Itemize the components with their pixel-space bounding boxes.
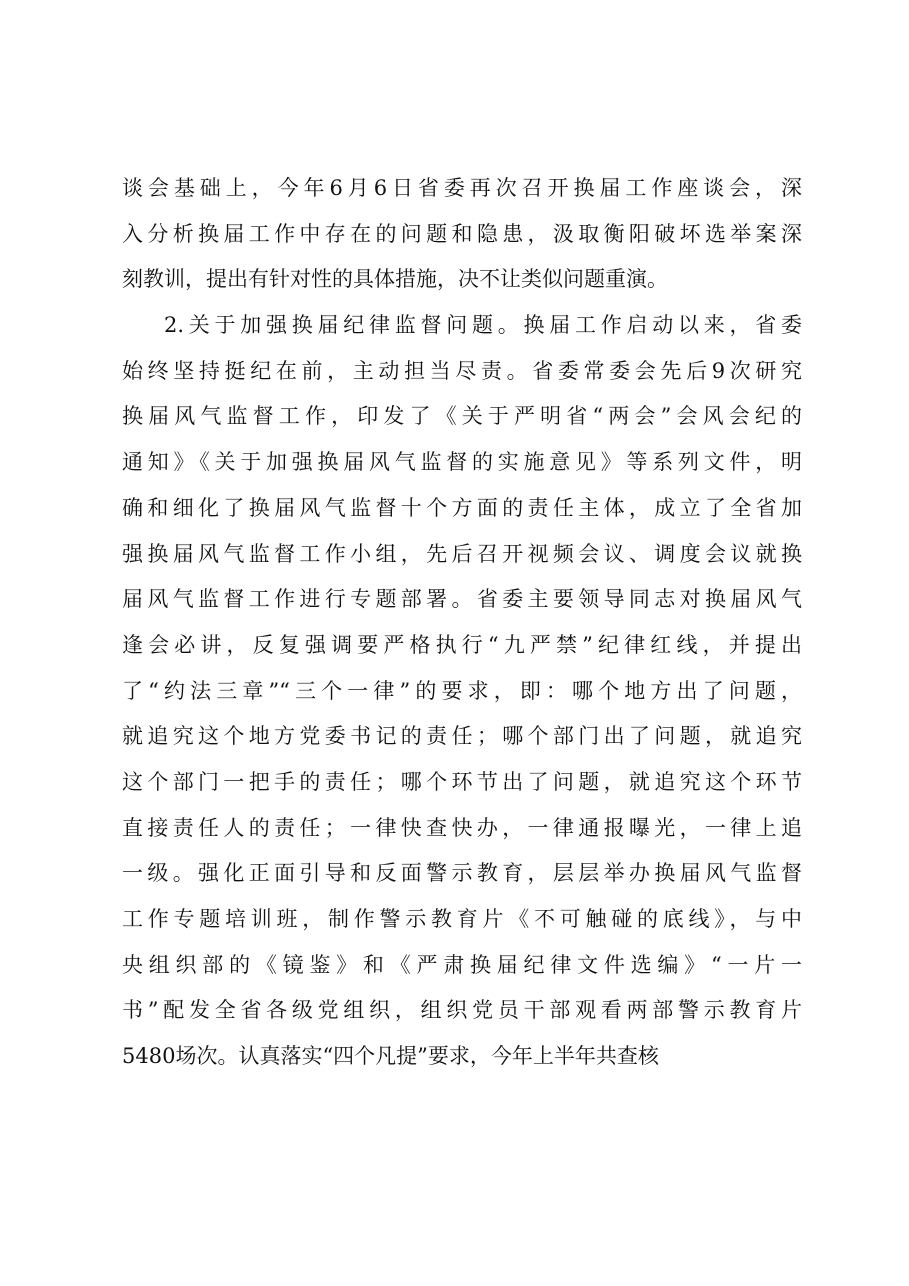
text-line: 确和细化了换届风气监督十个方面的责任主体，成立了全省加 — [122, 495, 802, 520]
text-line: 了“约法三章”“三个一律”的要求，即：哪个地方出了问题， — [122, 678, 802, 703]
text-line: 强换届风气监督工作小组，先后召开视频会议、调度会议就换 — [122, 541, 802, 566]
text-line: 始终坚持挺纪在前，主动担当尽责。省委常委会先后9次研究 — [122, 358, 802, 383]
text-line: 换届风气监督工作，印发了《关于严明省“两会”会风会纪的 — [122, 404, 802, 429]
text-line: 就追究这个地方党委书记的责任；哪个部门出了问题，就追究 — [122, 724, 802, 749]
text-line: 2.关于加强换届纪律监督问题。换届工作启动以来，省委 — [164, 313, 802, 338]
text-line: 刻教训，提出有针对性的具体措施，决不让类似问题重演。 — [122, 267, 668, 292]
text-line: 书”配发全省各级党组织，组织党员干部观看两部警示教育片 — [122, 998, 802, 1023]
text-line: 逢会必讲，反复强调要严格执行“九严禁”纪律红线，并提出 — [122, 632, 802, 657]
text-line: 直接责任人的责任；一律快查快办，一律通报曝光，一律上追 — [122, 815, 802, 840]
text-line: 一级。强化正面引导和反面警示教育，层层举办换届风气监督 — [122, 861, 802, 886]
text-line: 工作专题培训班，制作警示教育片《不可触碰的底线》，与中 — [122, 907, 802, 931]
paragraph-1 — [122, 166, 802, 303]
text-line: 入分析换届工作中存在的问题和隐患，汲取衡阳破坏选举案深 — [122, 221, 802, 246]
text-line: 谈会基础上，今年6月6日省委再次召开换届工作座谈会，深 — [122, 176, 802, 200]
text-line: 5480场次。认真落实“四个凡提”要求，今年上半年共查核 — [122, 1044, 659, 1069]
body-text — [122, 166, 802, 1080]
text-line: 通知》《关于加强换届风气监督的实施意见》等系列文件，明 — [122, 450, 802, 475]
text-line: 这个部门一把手的责任；哪个环节出了问题，就追究这个环节 — [122, 769, 802, 794]
paragraph-2 — [122, 303, 802, 1080]
text-line: 央组织部的《镜鉴》和《严肃换届纪律文件选编》“一片一 — [122, 952, 802, 977]
text-line: 届风气监督工作进行专题部署。省委主要领导同志对换届风气 — [122, 587, 802, 612]
